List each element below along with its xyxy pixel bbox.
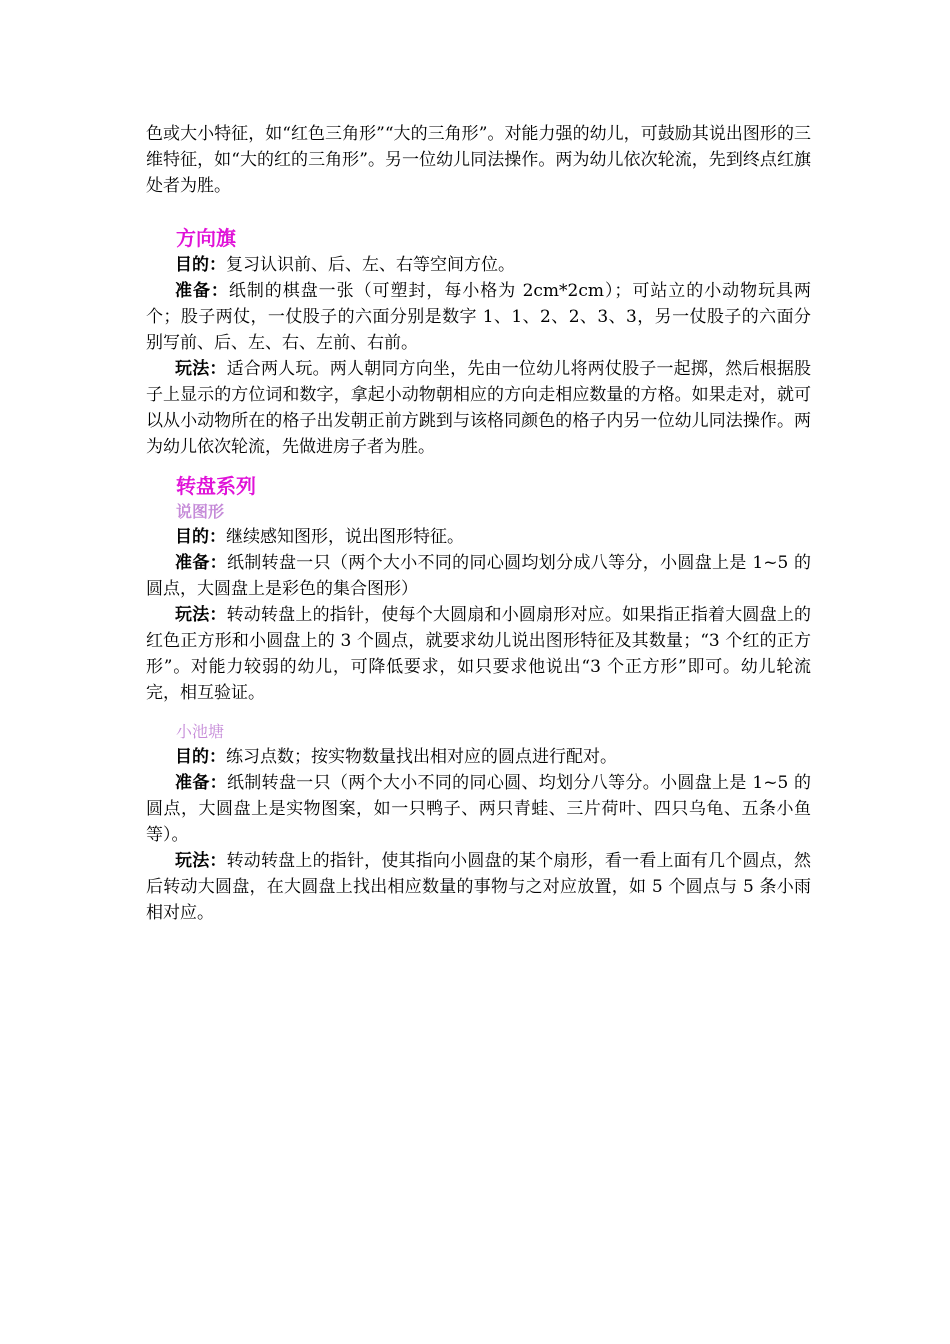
intro-section [146, 121, 811, 199]
goal-text: 复习认识前、后、左、右等空间方位。 [226, 255, 515, 275]
goal-paragraph [146, 744, 811, 770]
pond-section [146, 720, 811, 926]
play-paragraph [146, 602, 811, 706]
prep-paragraph [146, 278, 811, 356]
prep-paragraph [146, 770, 811, 848]
goal-text: 练习点数；按实物数量找出相对应的圆点进行配对。 [226, 747, 617, 767]
subsection-title-shapes: 说图形 [176, 502, 225, 521]
turntable-series-section [146, 472, 811, 706]
prep-text: 纸制的棋盘一张（可塑封，每小格为 2cm*2cm）；可站立的小动物玩具两个；股子两仗，一仗股子的六面分别是数字 1、1、2、2、3、3，另一仗股子的六面分别写前、后、左、右、左前、右前。 [146, 281, 812, 353]
goal-text: 继续感知图形，说出图形特征。 [226, 527, 464, 547]
goal-paragraph [146, 252, 811, 278]
intro-paragraph: 色或大小特征，如“红色三角形”“大的三角形”。对能力强的幼儿，可鼓励其说出图形的三维特征，如“大的红的三角形”。另一位幼儿同法操作。两为幼儿依次轮流，先到终点红旗处者为胜。 [146, 124, 811, 196]
prep-label: 准备： [175, 281, 229, 301]
prep-text: 纸制转盘一只（两个大小不同的同心圆、均划分八等分。小圆盘上是 1~5 的圆点，大圆盘上是实物图案，如一只鸭子、两只青蛙、三片荷叶、四只乌龟、五条小鱼等）。 [146, 773, 812, 845]
section-title-direction-flag: 方向旗 [176, 226, 236, 250]
play-text: 转动转盘上的指针，使其指向小圆盘的某个扇形，看一看上面有几个圆点，然后转动大圆盘，在大圆盘上找出相应数量的事物与之对应放置，如 5 个圆点与 5 条小雨相对应。 [146, 851, 812, 923]
play-paragraph [146, 848, 811, 926]
prep-text: 纸制转盘一只（两个大小不同的同心圆均划分成八等分，小圆盘上是 1~5 的圆点，大圆盘上是彩色的集合图形） [146, 553, 812, 599]
goal-paragraph [146, 524, 811, 550]
prep-paragraph [146, 550, 811, 602]
prep-label: 准备： [175, 553, 227, 573]
goal-label: 目的： [175, 747, 226, 767]
play-label: 玩法： [175, 605, 227, 625]
play-label: 玩法： [175, 359, 227, 379]
play-paragraph [146, 356, 811, 460]
section-title-turntable-series: 转盘系列 [176, 474, 256, 498]
play-text: 适合两人玩。两人朝同方向坐，先由一位幼儿将两仗股子一起掷，然后根据股子上显示的方位词和数字，拿起小动物朝相应的方向走相应数量的方格。如果走对，就可以从小动物所在的格子出发朝正前方跳到与该格同颜色的格子内另一位幼儿同法操作。两为幼儿依次轮流，先做进房子者为胜。 [146, 359, 812, 457]
goal-label: 目的： [175, 527, 226, 547]
prep-label: 准备： [175, 773, 227, 793]
subsection-title-pond: 小池塘 [176, 722, 225, 741]
game-direction-flag-section [146, 224, 811, 460]
goal-label: 目的： [175, 255, 226, 275]
play-label: 玩法： [175, 851, 227, 871]
play-text: 转动转盘上的指针，使每个大圆扇和小圆扇形对应。如果指正指着大圆盘上的红色正方形和小圆盘上的 3 个圆点，就要求幼儿说出图形特征及其数量；“3 个红的正方形”。对能力较弱的幼儿，可降低要求，如只要求他说出“3 个正方形”即可。幼儿轮流完，相互验证。 [146, 605, 812, 703]
